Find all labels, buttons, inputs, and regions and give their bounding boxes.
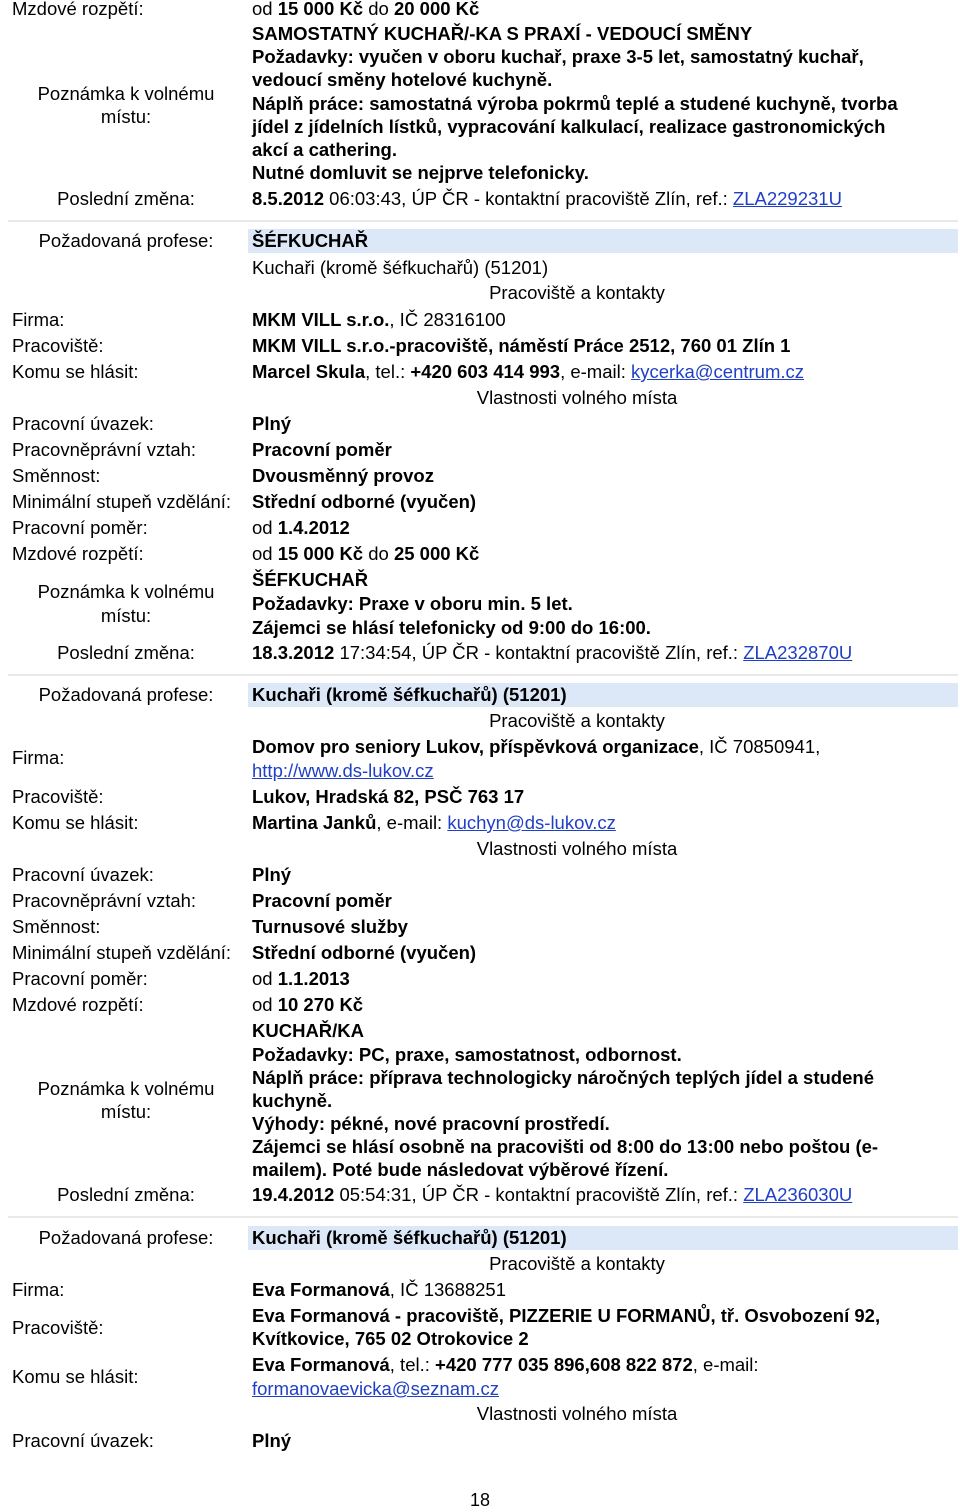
note-line: Náplň práce: příprava technologicky náročných teplých jídel a studené	[252, 1067, 874, 1088]
row-vzdelani: Minimální stupeň vzdělání: Střední odborné (vyučen)	[12, 942, 477, 963]
note-line: akcí a cathering.	[252, 139, 397, 160]
divider	[8, 674, 958, 676]
row-firma-url	[0, 759, 960, 783]
reference-link[interactable]: ZLA232870U	[743, 642, 853, 663]
value-mzda: od 15 000 Kč do 20 000 Kč	[252, 0, 480, 19]
note-line: Zájemci se hlásí telefonicky od 9:00 do 16:00.	[252, 617, 651, 638]
label-firma: Firma:	[12, 309, 65, 330]
note-line: kuchyně.	[252, 1090, 333, 1111]
note-line: KUCHAŘ/KA	[252, 1020, 365, 1041]
label-pracoviste: Pracoviště:	[12, 335, 104, 356]
value-komu-mail	[0, 1377, 960, 1401]
reference-link[interactable]: ZLA229231U	[732, 188, 842, 209]
label-komu: Komu se hlásit:	[12, 1366, 139, 1387]
row-komu	[0, 360, 960, 384]
row-smennost: Směnnost: Dvousměnný provoz	[12, 465, 434, 486]
heading-kontakty: Pracoviště a kontakty	[489, 282, 665, 303]
note-line: mailem). Poté bude následovat výběrové řízení.	[252, 1159, 669, 1180]
label-poznamka-2: místu:	[100, 605, 152, 626]
label-posledni-zmena: Poslední změna:	[57, 188, 195, 209]
label-poznamka-1: Poznámka k volnému	[37, 581, 215, 602]
label-pracoviste: Pracoviště:	[12, 1317, 104, 1338]
heading-vlastnosti: Vlastnosti volného místa	[476, 387, 678, 408]
row-profese	[0, 229, 960, 253]
row-mzda	[0, 0, 960, 21]
label-firma: Firma:	[12, 747, 65, 768]
reference-link[interactable]: ZLA236030U	[743, 1184, 853, 1205]
row-pomer: Pracovní poměr: od 1.4.2012	[12, 517, 350, 538]
label-poznamka-1: Poznámka k volnému	[37, 83, 215, 104]
note-line: vedoucí směny hotelové kuchyně.	[252, 69, 553, 90]
heading-vlastnosti: Vlastnosti volného místa	[476, 1403, 678, 1424]
note-line: Nutné domluvit se nejprve telefonicky.	[252, 162, 589, 183]
row-komu: Komu se hlásit: Martina Janků, e-mail: kuchyn@ds-lukov.cz	[12, 812, 616, 833]
label-poznamka-1: Poznámka k volnému	[37, 1078, 215, 1099]
label-poznamka-2: místu:	[100, 1101, 152, 1122]
row-pracoviste	[0, 334, 960, 358]
page-number: 18	[469, 1490, 491, 1510]
email-link[interactable]: kycerka@centrum.cz	[631, 361, 805, 382]
row-vztah: Pracovněprávní vztah: Pracovní poměr	[12, 439, 392, 460]
label-mzda: Mzdové rozpětí:	[12, 0, 144, 19]
row-pracoviste: Pracoviště: Lukov, Hradská 82, PSČ 763 17	[12, 786, 525, 807]
row-profese: Požadovaná profese: Kuchaři (kromě šéfkuchařů) (51201)	[38, 1227, 567, 1248]
value-pracoviste-2: Kvítkovice, 765 02 Otrokovice 2	[252, 1328, 529, 1349]
row-vzdelani: Minimální stupeň vzdělání: Střední odborné (vyučen)	[12, 491, 477, 512]
divider	[8, 220, 958, 222]
row-profese-sub	[0, 256, 960, 280]
label-profese: Požadovaná profese:	[38, 230, 214, 251]
row-uvazek: Pracovní úvazek: Plný	[12, 1430, 292, 1451]
note-line: jídel z jídelních lístků, vypracování kalkulací, realizace gastronomických	[252, 116, 886, 137]
row-firma: Firma: Eva Formanová, IČ 13688251	[12, 1279, 507, 1300]
value-posledni-zmena: 8.5.2012 06:03:43, ÚP ČR - kontaktní pracoviště Zlín, ref.: ZLA229231U	[252, 188, 842, 209]
row-uvazek: Pracovní úvazek: Plný	[12, 413, 292, 434]
row-uvazek: Pracovní úvazek: Plný	[12, 864, 292, 885]
heading-vlastnosti: Vlastnosti volného místa	[476, 838, 678, 859]
value-profese: ŠÉFKUCHAŘ	[252, 230, 369, 251]
row-firma	[0, 308, 960, 332]
note-line: Výhody: pékné, nové pracovní prostředí.	[252, 1113, 610, 1134]
website-link[interactable]: http://www.ds-lukov.cz	[252, 760, 434, 781]
label-komu: Komu se hlásit:	[12, 361, 139, 382]
note-line: Náplň práce: samostatná výroba pokrmů teplé a studené kuchyně, tvorba	[252, 93, 898, 114]
note-line: Požadavky: Praxe v oboru min. 5 let.	[252, 593, 573, 614]
note-line: Požadavky: vyučen v oboru kuchař, praxe 3-5 let, samostatný kuchař,	[252, 46, 864, 67]
row-posledni-zmena: Poslední změna: 18.3.2012 17:34:54, ÚP ČR - kontaktní pracoviště Zlín, ref.: ZLA232870U	[57, 642, 853, 663]
row-posledni-zmena	[0, 187, 960, 211]
value-profese-code: Kuchaři (kromě šéfkuchařů) (51201)	[252, 257, 549, 278]
value-pracoviste-1: Eva Formanová - pracoviště, PIZZERIE U FORMANŮ, tř. Osvobození 92,	[252, 1305, 881, 1326]
row-pomer: Pracovní poměr: od 1.1.2013	[12, 968, 350, 989]
row-profese: Požadovaná profese: Kuchaři (kromě šéfkuchařů) (51201)	[38, 684, 567, 705]
value-firma: MKM VILL s.r.o., IČ 28316100	[252, 309, 506, 330]
value-komu: Eva Formanová, tel.: +420 777 035 896,608 822 872, e-mail:	[252, 1354, 759, 1375]
email-link[interactable]: formanovaevicka@seznam.cz	[252, 1378, 500, 1399]
divider	[8, 1216, 958, 1218]
row-smennost: Směnnost: Turnusové služby	[12, 916, 408, 937]
value-firma: Domov pro seniory Lukov, příspěvková organizace, IČ 70850941,	[252, 736, 821, 757]
row-mzda: Mzdové rozpětí: od 15 000 Kč do 25 000 Kč	[12, 543, 480, 564]
heading-kontakty: Pracoviště a kontakty	[489, 1253, 665, 1274]
value-komu: Marcel Skula, tel.: +420 603 414 993, e-mail: kycerka@centrum.cz	[252, 361, 805, 382]
heading-kontakty: Pracoviště a kontakty	[489, 710, 665, 731]
note-line: Zájemci se hlásí osobně na pracovišti od 8:00 do 13:00 nebo poštou (e-	[252, 1136, 879, 1157]
note-line: SAMOSTATNÝ KUCHAŘ/-KA S PRAXÍ - VEDOUCÍ SMĚNY	[252, 23, 753, 44]
row-vztah: Pracovněprávní vztah: Pracovní poměr	[12, 890, 392, 911]
note-line: Požadavky: PC, praxe, samostatnost, odbornost.	[252, 1044, 682, 1065]
row-mzda: Mzdové rozpětí: od 10 270 Kč	[12, 994, 364, 1015]
value-pracoviste: MKM VILL s.r.o.-pracoviště, náměstí Práce 2512, 760 01 Zlín 1	[252, 335, 791, 356]
note-line: ŠÉFKUCHAŘ	[252, 569, 369, 590]
email-link[interactable]: kuchyn@ds-lukov.cz	[447, 812, 616, 833]
row-posledni-zmena: Poslední změna: 19.4.2012 05:54:31, ÚP ČR - kontaktní pracoviště Zlín, ref.: ZLA236030U	[57, 1184, 853, 1205]
label-poznamka-2: místu:	[100, 106, 152, 127]
